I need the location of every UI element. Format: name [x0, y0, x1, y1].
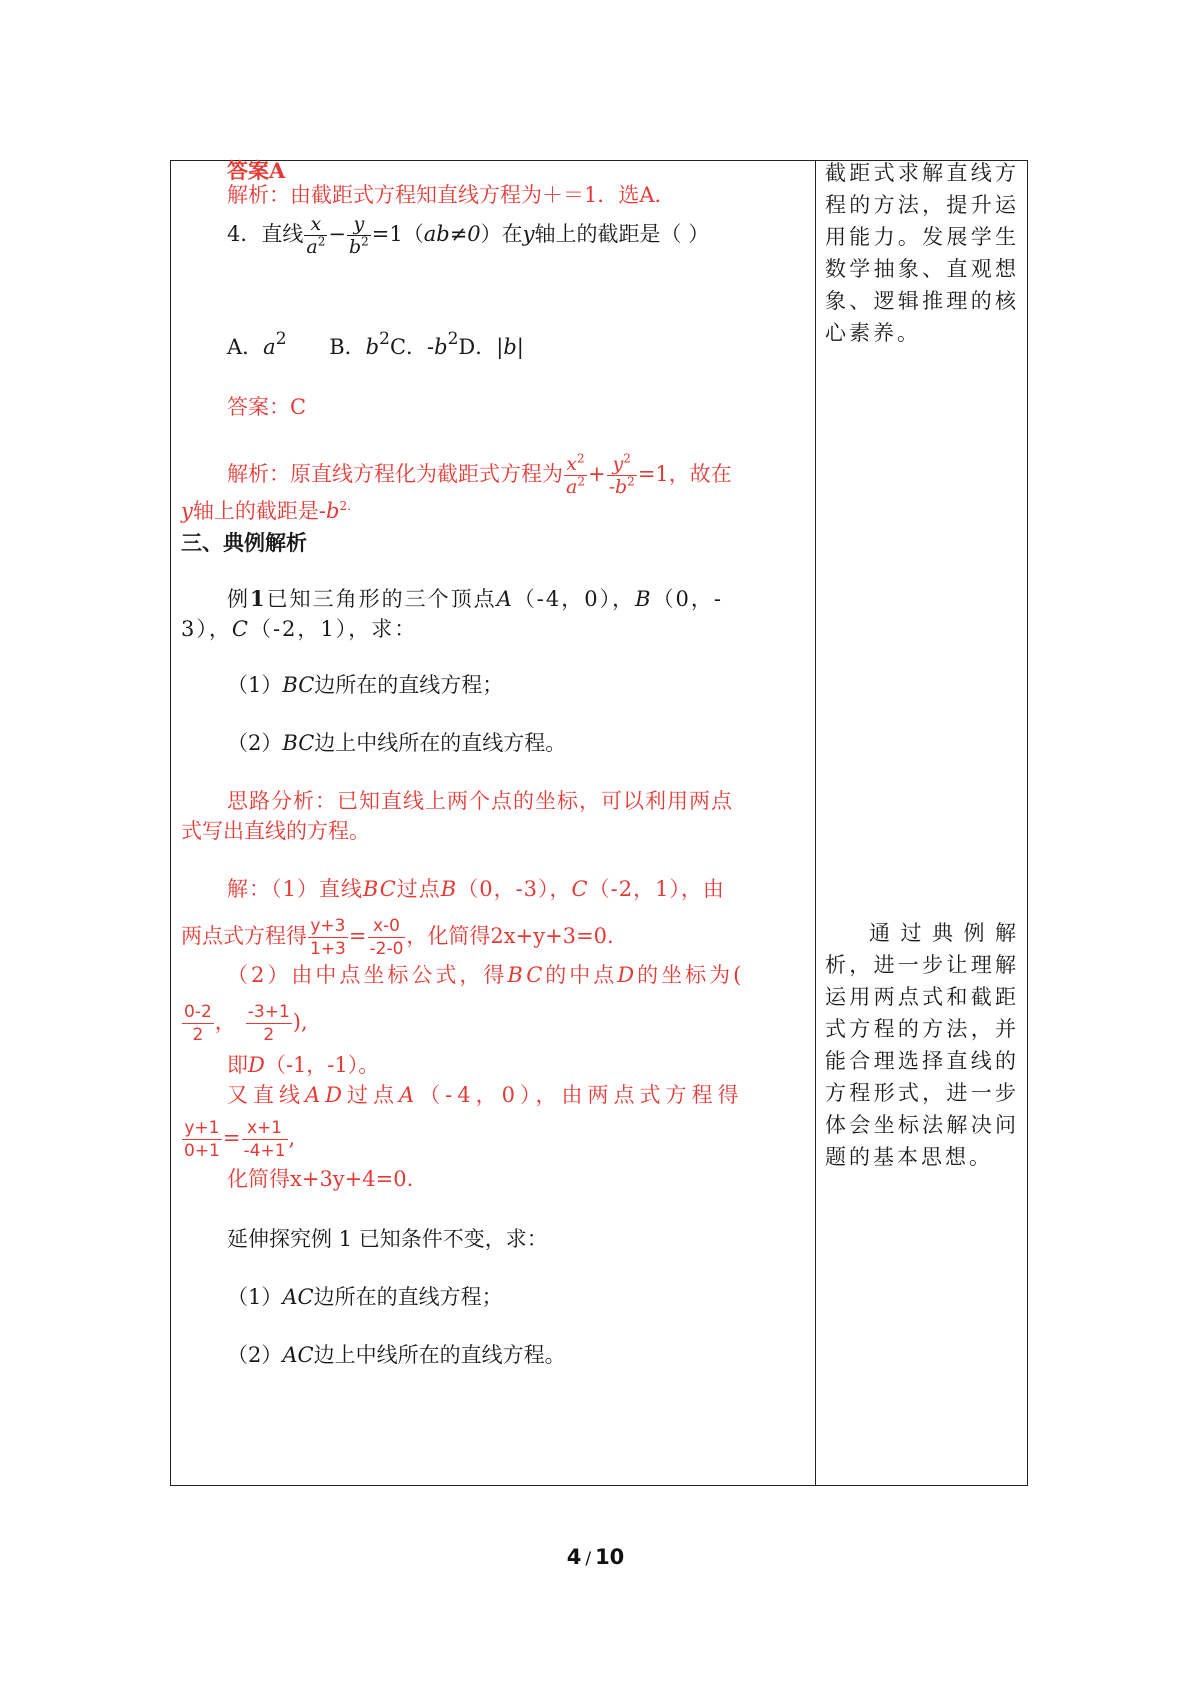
- question-4: 4．直线 $\frac{x}{a^2}$ − $\frac{y}{b^2}$ =1（ab≠0）在y轴上的截距是（ ）: [227, 213, 710, 258]
- solution-1: 解：（1）直线BC过点B（0，-3），C（-2，1），由: [227, 877, 725, 901]
- analysis-2-line2: y轴上的截距是$-b^{2.}$: [181, 499, 351, 523]
- example-1: 例1已知三角形的三个顶点A（-4，0），B（0，-: [227, 586, 724, 611]
- column-divider: [815, 161, 816, 1485]
- solution-2-d: 即D（-1，-1）。: [227, 1053, 380, 1077]
- sol1-fraction-x: $\frac{x-0}{-2-0}$: [369, 916, 404, 959]
- sol2-fraction-y1: $\frac{y+1}{0+1}$: [184, 1118, 220, 1161]
- example-question-2: （2）BC边上中线所在的直线方程。: [227, 731, 567, 755]
- extension-question-2: （2）AC边上中线所在的直线方程。: [227, 1343, 566, 1367]
- answer-c: 答案：C: [227, 395, 307, 419]
- answer-a: 答案A: [227, 158, 286, 183]
- thinking-analysis-line2: 式写出直线的方程。: [181, 819, 370, 843]
- thinking-analysis: 思路分析：已知直线上两个点的坐标，可以利用两点: [227, 789, 733, 813]
- sol2-fraction-y: $\frac{-3+1}{2}$: [247, 1002, 290, 1045]
- side-note-1: 截距式求解直线方程的方法，提升运用能力。发展学生数学抽象、直观想象、逻辑推理的核心素养。: [825, 161, 1019, 345]
- analysis-2-fraction-x: $\frac{x^2}{a^2}$: [566, 451, 585, 498]
- example-1-line2: 3），C（-2，1），求：: [181, 617, 418, 641]
- solution-2-ad: 又直线AD过点A（-4，0），由两点式方程得: [227, 1083, 744, 1107]
- solution-2-final: 化简得x+3y+4=0.: [227, 1167, 414, 1191]
- analysis-2: 解析：原直线方程化为截距式方程为 $\frac{x^2}{a^2}$ + $\frac{y^2}{-b^2}$ =1，故在: [227, 451, 732, 498]
- q4-options: A．$a^2$ B．$b^2C$．$-b^2D$．|b|: [227, 329, 524, 359]
- extension-heading: 延伸探究例 1 已知条件不变，求：: [227, 1227, 548, 1251]
- section-3-heading: 三、典例解析: [181, 530, 307, 555]
- sol2-fraction-x1: $\frac{x+1}{-4+1}$: [243, 1118, 286, 1161]
- main-column: [181, 158, 807, 1485]
- analysis-1: 解析：由截距式方程知直线方程为＋＝1．选A．: [227, 183, 676, 207]
- q4-fraction-x: $\frac{x}{a^2}$: [306, 213, 326, 258]
- solution-1-line2: 两点式方程得 $\frac{y+3}{1+3}$ = $\frac{x-0}{-2-0}$ ，化简得2x+y+3=0.: [181, 916, 614, 959]
- analysis-2-fraction-y: $\frac{y^2}{-b^2}$: [608, 451, 635, 498]
- side-note-2: 通过典例解析，进一步让理解运用两点式和截距式方程的方法，并能合理选择直线的方程形式，进一步体会坐标法解决问题的基本思想。: [825, 921, 1019, 1169]
- page-number: [0, 1545, 1191, 1569]
- page-total: 10: [595, 1545, 625, 1569]
- page-separator: /: [585, 1549, 592, 1569]
- q4-fraction-y: $\frac{y}{b^2}$: [348, 213, 369, 258]
- solution-2-ad-equation: $\frac{y+1}{0+1}$ = $\frac{x+1}{-4+1}$ ,: [184, 1118, 296, 1161]
- sol1-fraction-y: $\frac{y+3}{1+3}$: [310, 916, 346, 959]
- solution-2-midpoint: $\frac{0-2}{2}$ ， $\frac{-3+1}{2}$ ),: [184, 1002, 308, 1045]
- sol2-fraction-x: $\frac{0-2}{2}$: [184, 1002, 212, 1045]
- page-current: 4: [566, 1545, 582, 1569]
- q4-prefix: 4．直线: [227, 222, 304, 246]
- extension-question-1: （1）AC边所在的直线方程；: [227, 1285, 503, 1309]
- lesson-table: [170, 160, 1028, 1486]
- example-question-1: （1）BC边所在的直线方程；: [227, 673, 504, 697]
- solution-2: （2）由中点坐标公式，得BC的中点D的坐标为(: [227, 963, 745, 987]
